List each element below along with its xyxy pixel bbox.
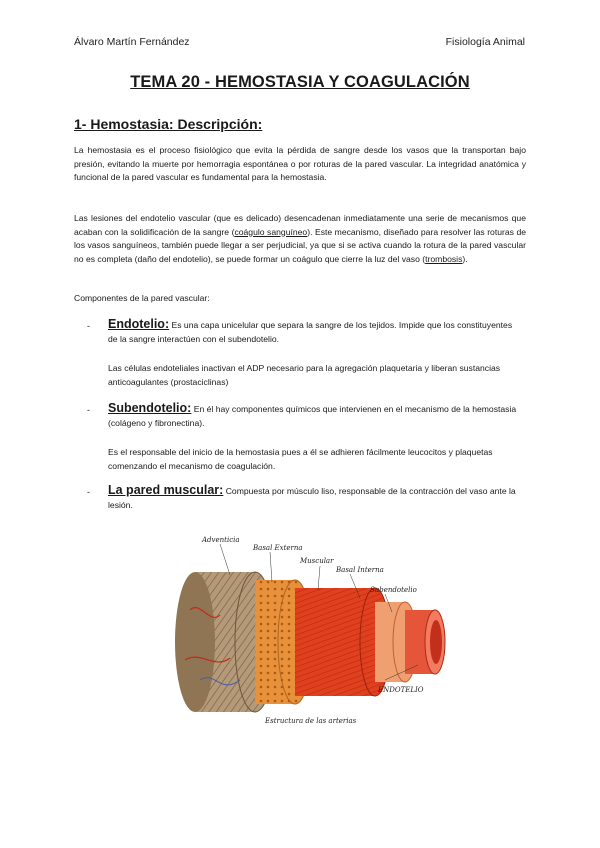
artery-illustration (160, 530, 450, 730)
item-text: Es una capa unicelular que separa la sangre de los tejidos. Impide que los constituyentes de la sangre interactúen con el subendotelio. (108, 320, 513, 344)
bullet-marker: - (87, 321, 90, 331)
paragraph-intro: La hemostasia es el proceso fisiológico que evita la pérdida de sangre desde los vasos que la transportan bajo presión, evitando la muerte por hemorragia espontánea o por roturas de la pared vascular. La integridad anatómica y funcional de la pared vascular es fundamental para la hemostasia. (74, 145, 526, 183)
term-coagulo: coágulo sanguíneo (234, 226, 308, 237)
section-heading: 1- Hemostasia: Descripción: (74, 116, 263, 132)
figure-caption: Estructura de las arterias (265, 717, 357, 725)
paragraph-components: Componentes de la pared vascular: (74, 293, 210, 303)
item-text: Compuesta por músculo liso, responsable de la contracción del vaso ante la lesión. (108, 486, 516, 510)
bullet-marker: - (87, 487, 90, 497)
item-heading: Subendotelio: (108, 401, 192, 415)
text-run: Las lesiones del endotelio vascular (que es delicado) desencadenan inmediatamente una serie de mecanismos que acaban con la solidificación de la sangre ( (74, 213, 526, 237)
bullet-marker: - (87, 405, 90, 415)
label-adventicia: Adventicia (202, 536, 240, 544)
endotelio-layer (405, 610, 445, 674)
header-author: Álvaro Martín Fernández (74, 36, 190, 48)
page-title: TEMA 20 - HEMOSTASIA Y COAGULACIÓN (130, 73, 470, 91)
label-subendotelio: Subendotelio (370, 586, 417, 594)
header-subject: Fisiología Animal (445, 36, 525, 48)
item-heading: La pared muscular: (108, 483, 224, 497)
list-item-subendotelio (108, 402, 520, 430)
item-text: En él hay componentes químicos que intervienen en el mecanismo de la hemostasia (colágeno y fibronectina). (108, 404, 517, 428)
list-item-endotelio-extra: Las células endoteliales inactivan el ADP necesario para la agregación plaquetaria y liberan sustancias anticoagulantes (prostaciclinas) (108, 363, 501, 387)
paragraph-lesions (74, 212, 526, 266)
item-heading: Endotelio: (108, 317, 170, 331)
label-basal-interna: Basal Interna (336, 566, 384, 574)
text-run: ). (462, 253, 468, 264)
label-endotelio: ENDOTELIO (378, 686, 424, 694)
term-trombosis: trombosis (425, 253, 463, 264)
label-muscular: Muscular (300, 557, 334, 565)
label-basal-externa: Basal Externa (253, 544, 303, 552)
list-item-subendotelio-extra: Es el responsable del inicio de la hemostasia pues a él se adhieren fácilmente leucocitos y plaquetas comenzando el mecanismo de coagulación. (108, 447, 493, 471)
list-item-pared-muscular (108, 484, 520, 512)
text-run: ). Este mecanismo, diseñado para resolver las roturas de los vasos sanguíneos, también puede llegar a ser perjudicial, ya que si se activa cuando la rotura de la pared vascular no es completa (daño del endotelio), se puede formar un coágulo que cierre la luz del vaso ( (74, 226, 527, 264)
list-item-endotelio (108, 318, 520, 346)
